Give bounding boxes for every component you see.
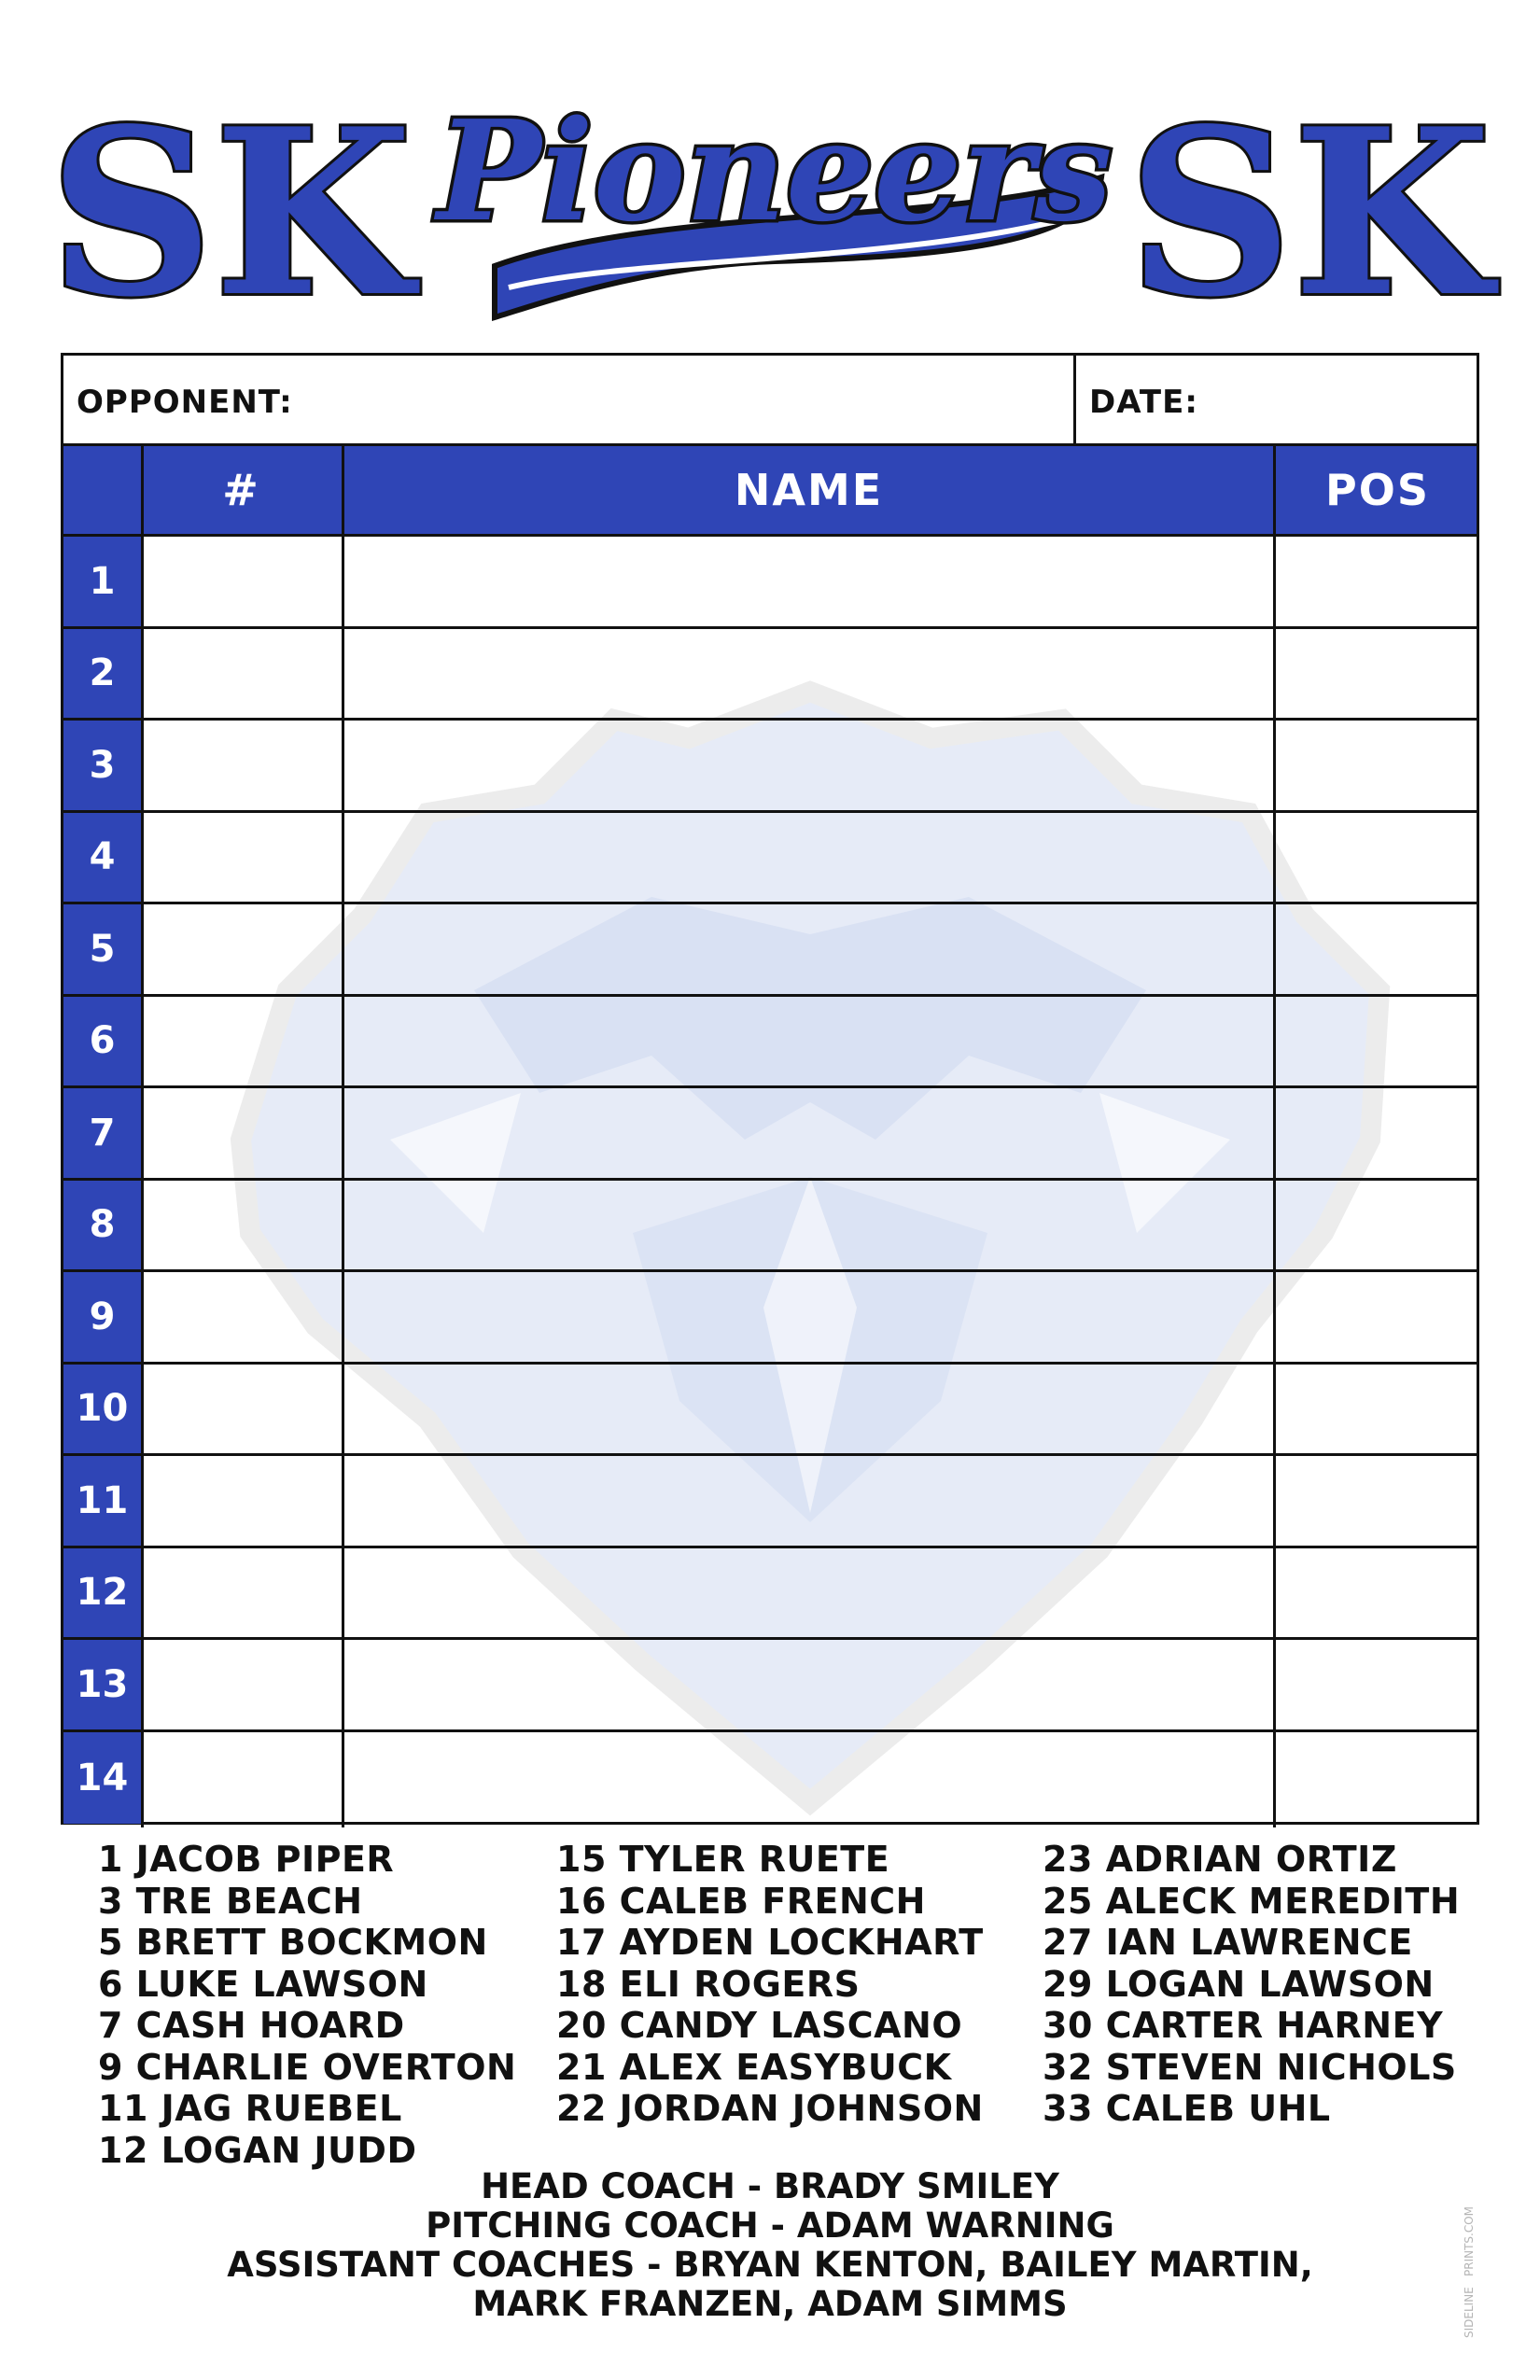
player-name-input[interactable] [357,1188,1262,1265]
batting-order-number: 11 [63,1456,141,1546]
lineup-card [61,353,1479,1825]
roster-player: 33 CALEB UHL [1043,2088,1331,2129]
divider-number [342,446,344,1827]
batting-order-number: 9 [63,1272,141,1362]
roster-player: 3 TRE BEACH [98,1880,363,1922]
jersey-number-input[interactable] [152,1280,333,1356]
player-name-input[interactable] [357,1096,1262,1172]
coach-line: ASSISTANT COACHES - BRYAN KENTON, BAILEY MARTIN, [227,2245,1313,2285]
roster-column-1 [98,1839,516,2171]
jersey-number-input[interactable] [152,820,333,897]
roster-player: 1 JACOB PIPER [98,1839,395,1880]
lineup-row [63,997,1477,1089]
position-input[interactable] [1288,1463,1469,1540]
lineup-row [63,904,1477,997]
position-input[interactable] [1288,1556,1469,1632]
lineup-row [63,1272,1477,1365]
roster-player: 30 CARTER HARNEY [1043,2005,1444,2046]
roster-player: 11 JAG RUEBEL [98,2088,402,2129]
roster-player: 21 ALEX EASYBUCK [556,2046,952,2088]
roster-player: 29 LOGAN LAWSON [1043,1963,1435,2005]
player-name-input[interactable] [357,1004,1262,1081]
player-name-input[interactable] [357,1647,1262,1724]
batting-order-number: 13 [63,1640,141,1729]
jersey-number-input[interactable] [152,637,333,713]
opponent-label: OPPONENT: [77,384,293,421]
lineup-row [63,629,1477,721]
team-wordmark [439,65,1111,341]
jersey-number-input[interactable] [152,1556,333,1632]
column-header-name: NAME [734,465,884,515]
jersey-number-input[interactable] [152,1740,333,1816]
position-input[interactable] [1288,1004,1469,1081]
lineup-row [63,1181,1477,1273]
lineup-row [63,1088,1477,1181]
lineup-row [63,813,1477,905]
sk-logo-left [49,77,413,347]
batting-order-number: 14 [63,1732,141,1825]
jersey-number-input[interactable] [152,544,333,621]
lineup-row [63,1365,1477,1457]
date-input[interactable] [1183,369,1467,432]
lineup-row [63,537,1477,629]
svg-text:PRINTS.COM: PRINTS.COM [1463,2205,1476,2276]
batting-order-number: 5 [63,904,141,994]
position-input[interactable] [1288,544,1469,621]
coach-line: PITCHING COACH - ADAM WARNING [426,2205,1114,2246]
roster-player: 22 JORDAN JOHNSON [556,2088,984,2129]
player-name-input[interactable] [357,912,1262,988]
roster-column-3 [1043,1839,1460,2130]
jersey-number-input[interactable] [152,1096,333,1172]
coach-line: HEAD COACH - BRADY SMILEY [481,2166,1059,2206]
opponent-input[interactable] [264,369,1061,432]
batting-order-number: 10 [63,1365,141,1454]
position-input[interactable] [1288,820,1469,897]
player-name-input[interactable] [357,544,1262,621]
lineup-row [63,1732,1477,1825]
date-field-box [1076,356,1479,443]
divider-rank [141,446,144,1827]
roster-column-2 [556,1839,984,2130]
jersey-number-input[interactable] [152,1463,333,1540]
position-input[interactable] [1288,1372,1469,1449]
roster-player: 16 CALEB FRENCH [556,1880,926,1922]
player-name-input[interactable] [357,728,1262,805]
jersey-number-input[interactable] [152,1372,333,1449]
batting-order-number: 6 [63,997,141,1086]
position-input[interactable] [1288,912,1469,988]
roster-player: 23 ADRIAN ORTIZ [1043,1839,1397,1880]
column-header-position: POS [1325,465,1430,515]
jersey-number-input[interactable] [152,1647,333,1724]
roster-player: 9 CHARLIE OVERTON [98,2046,517,2088]
roster-player: 5 BRETT BOCKMON [98,1922,488,1963]
batting-order-number: 3 [63,721,141,810]
position-input[interactable] [1288,1647,1469,1724]
jersey-number-input[interactable] [152,728,333,805]
player-name-input[interactable] [357,1463,1262,1540]
batting-order-number: 2 [63,629,141,719]
position-input[interactable] [1288,1096,1469,1172]
roster-player: 18 ELI ROGERS [556,1963,861,2005]
batting-order-number: 7 [63,1088,141,1178]
player-name-input[interactable] [357,1280,1262,1356]
roster-player: 7 CASH HOARD [98,2005,405,2046]
batting-order-number: 12 [63,1548,141,1638]
date-label: DATE: [1089,384,1198,421]
roster-player: 6 LUKE LAWSON [98,1963,428,2005]
jersey-number-input[interactable] [152,1004,333,1081]
svg-text:SK: SK [1127,78,1491,347]
player-name-input[interactable] [357,820,1262,897]
sk-logo-right [1127,77,1491,347]
coaching-staff [215,2167,1325,2324]
roster-player: 15 TYLER RUETE [556,1839,890,1880]
batting-order-number: 8 [63,1181,141,1270]
jersey-number-input[interactable] [152,1188,333,1265]
column-header-number: # [222,465,260,515]
roster-player: 12 LOGAN JUDD [98,2129,417,2171]
svg-text:SIDELINE: SIDELINE [1463,2287,1476,2338]
svg-text:SK: SK [49,78,413,347]
lineup-row [63,1456,1477,1548]
player-name-input[interactable] [357,1740,1262,1816]
meta-row [63,356,1477,446]
roster-player: 27 IAN LAWRENCE [1043,1922,1413,1963]
lineup-row [63,1548,1477,1641]
opponent-field-box [63,356,1076,443]
roster-player: 32 STEVEN NICHOLS [1043,2046,1457,2088]
roster-player: 17 AYDEN LOCKHART [556,1922,984,1963]
sideline-prints-credit [1454,2137,1480,2343]
player-name-input[interactable] [357,1372,1262,1449]
coach-line: MARK FRANZEN, ADAM SIMMS [472,2284,1068,2324]
divider-name [1273,446,1276,1827]
position-input[interactable] [1288,1740,1469,1816]
jersey-number-input[interactable] [152,912,333,988]
batting-order-number: 1 [63,537,141,626]
player-name-input[interactable] [357,637,1262,713]
position-input[interactable] [1288,1280,1469,1356]
roster-player: 25 ALECK MEREDITH [1043,1880,1461,1922]
lineup-row [63,1640,1477,1732]
roster-player: 20 CANDY LASCANO [556,2005,963,2046]
position-input[interactable] [1288,728,1469,805]
batting-order-number: 4 [63,813,141,903]
player-name-input[interactable] [357,1556,1262,1632]
svg-text:Pioneers: Pioneers [437,90,1113,252]
position-input[interactable] [1288,637,1469,713]
lineup-row [63,721,1477,813]
position-input[interactable] [1288,1188,1469,1265]
column-header-row [63,446,1477,537]
